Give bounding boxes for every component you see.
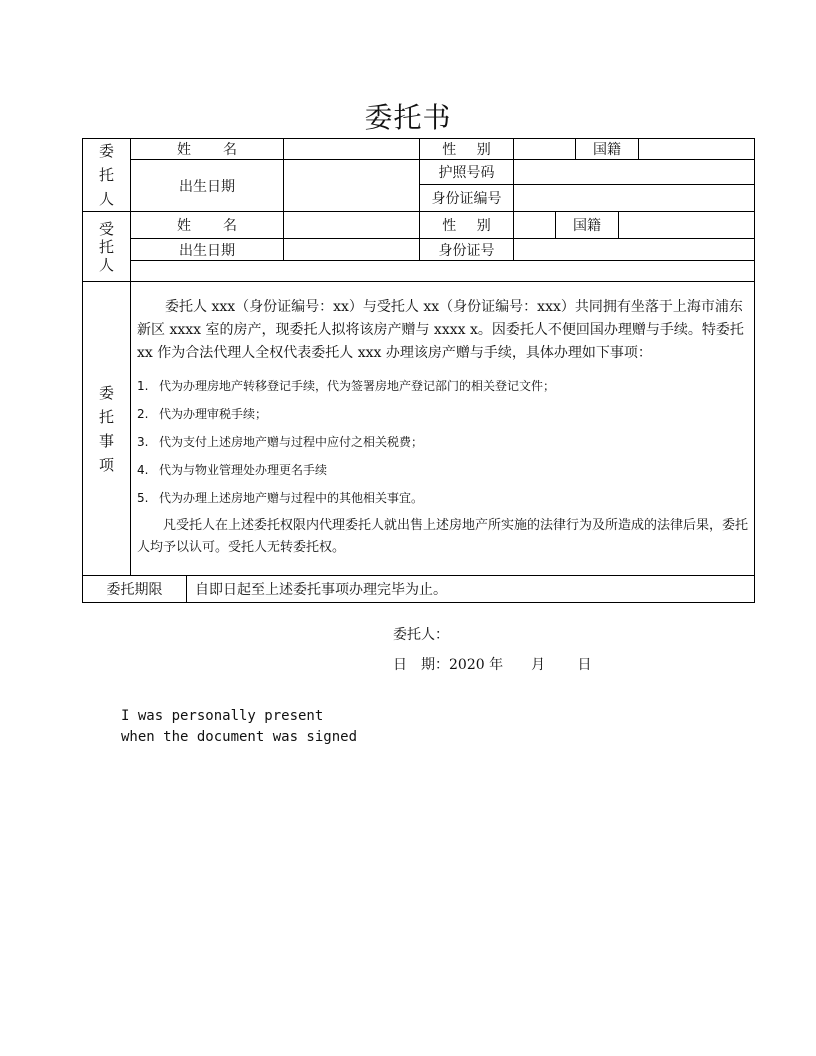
agent-blank-row bbox=[131, 261, 755, 282]
power-of-attorney-table bbox=[82, 138, 755, 603]
matters-item: 5. 代为办理上述房地产赠与过程中的其他相关事宜。 bbox=[137, 491, 424, 505]
principal-id-label: 身份证编号 bbox=[420, 185, 514, 212]
principal-id-value bbox=[514, 185, 755, 212]
agent-birth-label: 出生日期 bbox=[131, 239, 284, 261]
matters-content bbox=[131, 282, 755, 576]
witness-note-line: when the document was signed bbox=[121, 729, 358, 745]
matters-item: 4. 代为与物业管理处办理更名手续 bbox=[137, 463, 328, 477]
agent-gender-value bbox=[514, 212, 556, 239]
agent-name-value bbox=[284, 212, 420, 239]
principal-birth-value bbox=[284, 160, 420, 212]
witness-note bbox=[121, 706, 357, 748]
agent-id-label: 身份证号 bbox=[420, 239, 514, 261]
term-value: 自即日起至上述委托事项办理完毕为止。 bbox=[187, 576, 755, 603]
principal-passport-label: 护照号码 bbox=[420, 160, 514, 185]
agent-nationality-value bbox=[619, 212, 755, 239]
witness-note-line: I was personally present bbox=[121, 708, 324, 724]
signature-date-line: 日 期：2020 年 月 日 bbox=[393, 657, 592, 673]
principal-name-label: 姓 名 bbox=[131, 139, 284, 160]
matters-item: 3. 代为支付上述房地产赠与过程中应付之相关税费； bbox=[137, 435, 424, 449]
agent-name-label: 姓 名 bbox=[131, 212, 284, 239]
matters-item: 2. 代为办理审税手续； bbox=[137, 407, 268, 421]
principal-signature-line: 委托人： bbox=[393, 627, 449, 643]
principal-label: 委 托 人 bbox=[83, 139, 131, 212]
agent-nationality-label: 国籍 bbox=[556, 212, 619, 239]
matters-label: 委 托 事 项 bbox=[83, 282, 131, 576]
principal-birth-label: 出生日期 bbox=[131, 160, 284, 212]
principal-gender-label: 性 别 bbox=[420, 139, 514, 160]
principal-name-value bbox=[284, 139, 420, 160]
matters-intro: 委托人 xxx（身份证编号：xx）与受托人 xx（身份证编号：xxx）共同拥有坐落于上海市浦东新区 xxxx 室的房产，现委托人拟将该房产赠与 xxxx x。因委托人不便回国办理赠与手续。特委托 xx 作为合法代理人全权代表委托人 xxx 办理该房产赠与手续，具体办理如下事项： bbox=[137, 299, 744, 361]
matters-closing: 凡受托人在上述委托权限内代理委托人就出售上述房地产所实施的法律行为及所造成的法律后果，委托人均予以认可。受托人无转委托权。 bbox=[137, 518, 749, 555]
agent-birth-value bbox=[284, 239, 420, 261]
principal-passport-value bbox=[514, 160, 755, 185]
matters-item: 1. 代为办理房地产转移登记手续，代为签署房地产登记部门的相关登记文件； bbox=[137, 379, 556, 393]
term-label: 委托期限 bbox=[83, 576, 187, 603]
agent-id-value bbox=[514, 239, 755, 261]
agent-gender-label: 性 别 bbox=[420, 212, 514, 239]
principal-gender-value bbox=[514, 139, 576, 160]
principal-nationality-label: 国籍 bbox=[576, 139, 639, 160]
document-title: 委托书 bbox=[364, 101, 452, 134]
principal-nationality-value bbox=[639, 139, 755, 160]
agent-label: 受 托 人 bbox=[83, 212, 131, 282]
